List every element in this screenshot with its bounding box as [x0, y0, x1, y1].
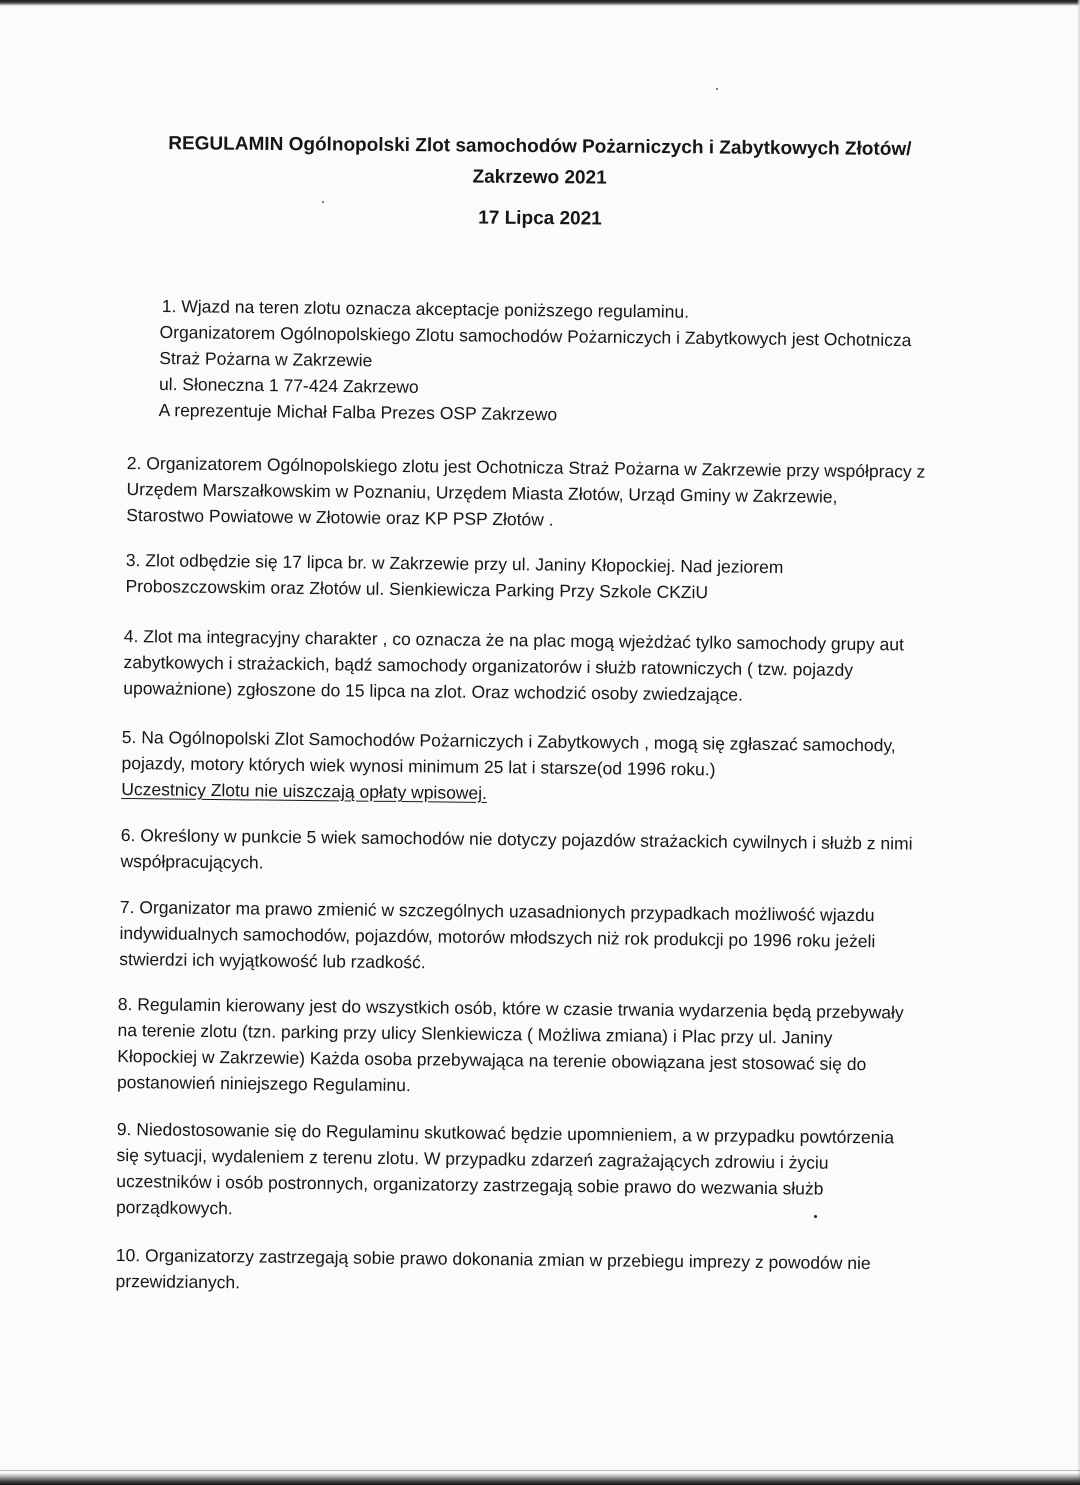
regulation-point-9 — [116, 1116, 894, 1228]
regulation-point-5 — [121, 724, 896, 810]
regulation-point-10 — [115, 1242, 870, 1302]
regulation-point-7 — [119, 894, 876, 980]
paragraph-line: się sytuacji, wydaleniem z terenu zlotu. W przypadku zdarzeń zagrażających zdrowiu i życiu — [116, 1144, 829, 1173]
title-line: Zakrzewo 2021 — [472, 166, 607, 189]
document-date: 17 Lipca 2021 — [478, 207, 602, 230]
paragraph-line: zabytkowych i strażackich, bądź samochody organizatorów i służb ratowniczych ( tzw. pojazdy — [123, 651, 854, 680]
paragraph-line: 5. Na Ogólnopolski Zlot Samochodów Pożarniczych i Zabytkowych , mogą się zgłaszać samochody, — [121, 726, 896, 756]
paragraph-line: 8. Regulamin kierowany jest do wszystkich osób, które w czasie trwania wydarzenia będą przebywały — [117, 993, 904, 1023]
scan-edge-line — [0, 1470, 1080, 1471]
paragraph-line: 10. Organizatorzy zastrzegają sobie prawo dokonania zmian w przebiegu imprezy z powodów nie — [115, 1244, 871, 1274]
paragraph-line: porządkowych. — [115, 1196, 233, 1219]
regulation-point-4 — [123, 623, 904, 709]
paragraph-line: postanowień niniejszego Regulaminu. — [116, 1071, 411, 1096]
paragraph-line: stwierdzi ich wyjątkowość lub rzadkość. — [119, 948, 426, 973]
paragraph-line: na terenie zlotu (tzn. parking przy ulicy Slenkiewicza ( Możliwa zmiana) i Plac przy ul. Janiny — [117, 1019, 833, 1048]
paragraph-line: Organizatorem Ogólnopolskiego Zlotu samochodów Pożarniczych i Zabytkowych jest Ochotnicza — [159, 321, 912, 351]
regulation-point-3 — [125, 547, 783, 606]
regulation-point-1 — [159, 293, 912, 431]
paragraph-line: 7. Organizator ma prawo zmienić w szczególnych uzasadnionych przypadkach możliwość wjazdu — [119, 896, 875, 926]
paragraph-line: 4. Zlot ma integracyjny charakter , co oznacza że na plac mogą wjeżdżać tylko samochody grupy aut — [123, 625, 905, 655]
paragraph-line: Kłopockiej w Zakrzewie) Każda osoba przebywająca na terenie obowiązana jest stosować się do — [117, 1045, 867, 1075]
paragraph-line: 3. Zlot odbędzie się 17 lipca br. w Zakrzewie przy ul. Janiny Kłopockiej. Nad jeziorem — [125, 549, 784, 578]
paragraph-line: 6. Określony w punkcie 5 wiek samochodów nie dotyczy pojazdów strażackich cywilnych i służb z nimi — [120, 824, 913, 854]
paragraph-line: uczestników i osób postronnych, organizatorzy zastrzegają sobie prawo do wezwania służb — [116, 1170, 824, 1199]
scan-speck — [716, 88, 718, 90]
paragraph-line: upoważnione) zgłoszone do 15 lipca na zlot. Oraz wchodzić osoby zwiedzające. — [123, 677, 744, 705]
regulation-point-6 — [120, 822, 912, 883]
paragraph-line: ul. Słoneczna 1 77-424 Zakrzewo — [158, 373, 419, 397]
paragraph-line: Starostwo Powiatowe w Złotowie oraz KP PSP Złotów . — [126, 504, 554, 530]
document-title — [150, 128, 930, 196]
paragraph-line: 9. Niedostosowanie się do Regulaminu skutkować będzie upomnieniem, a w przypadku powtórzenia — [116, 1118, 895, 1148]
title-line: REGULAMIN Ogólnopolski Zlot samochodów Pożarniczych i Zabytkowych Złotów/ — [168, 133, 912, 160]
paragraph-line: 1. Wjazd na teren zlotu oznacza akceptacje poniższego regulaminu. — [161, 296, 690, 322]
paragraph-line: przewidzianych. — [115, 1270, 241, 1293]
scan-edge-top — [0, 0, 1080, 6]
regulation-point-8 — [117, 991, 904, 1103]
regulation-point-2 — [126, 450, 925, 537]
paragraph-line: A reprezentuje Michał Falba Prezes OSP Zakrzewo — [158, 399, 558, 425]
scan-speck — [322, 201, 324, 203]
paragraph-line: 2. Organizatorem Ogólnopolskiego zlotu jest Ochotnicza Straż Pożarna w Zakrzewie przy współpracy z — [126, 452, 926, 482]
paragraph-line: współpracujących. — [120, 850, 264, 873]
paragraph-line: Proboszczowskim oraz Złotów ul. Sienkiewicza Parking Przy Szkole CKZiU — [125, 575, 709, 603]
paragraph-line: pojazdy, motory których wiek wynosi minimum 25 lat i starsze(od 1996 roku.) — [121, 752, 716, 780]
scan-edge-bottom — [0, 1473, 1080, 1485]
paragraph-line: Urzędem Marszałkowskim w Poznaniu, Urzędem Miasta Złotów, Urząd Gminy w Zakrzewie, — [126, 478, 838, 507]
paragraph-line: Straż Pożarna w Zakrzewie — [159, 347, 373, 371]
underlined-fee-note: Uczestnicy Zlotu nie uiszczają opłaty wpisowej. — [121, 778, 488, 803]
paragraph-line: indywidualnych samochodów, pojazdów, motorów młodszych niż rok produkcji po 1996 roku jeżeli — [119, 922, 876, 952]
